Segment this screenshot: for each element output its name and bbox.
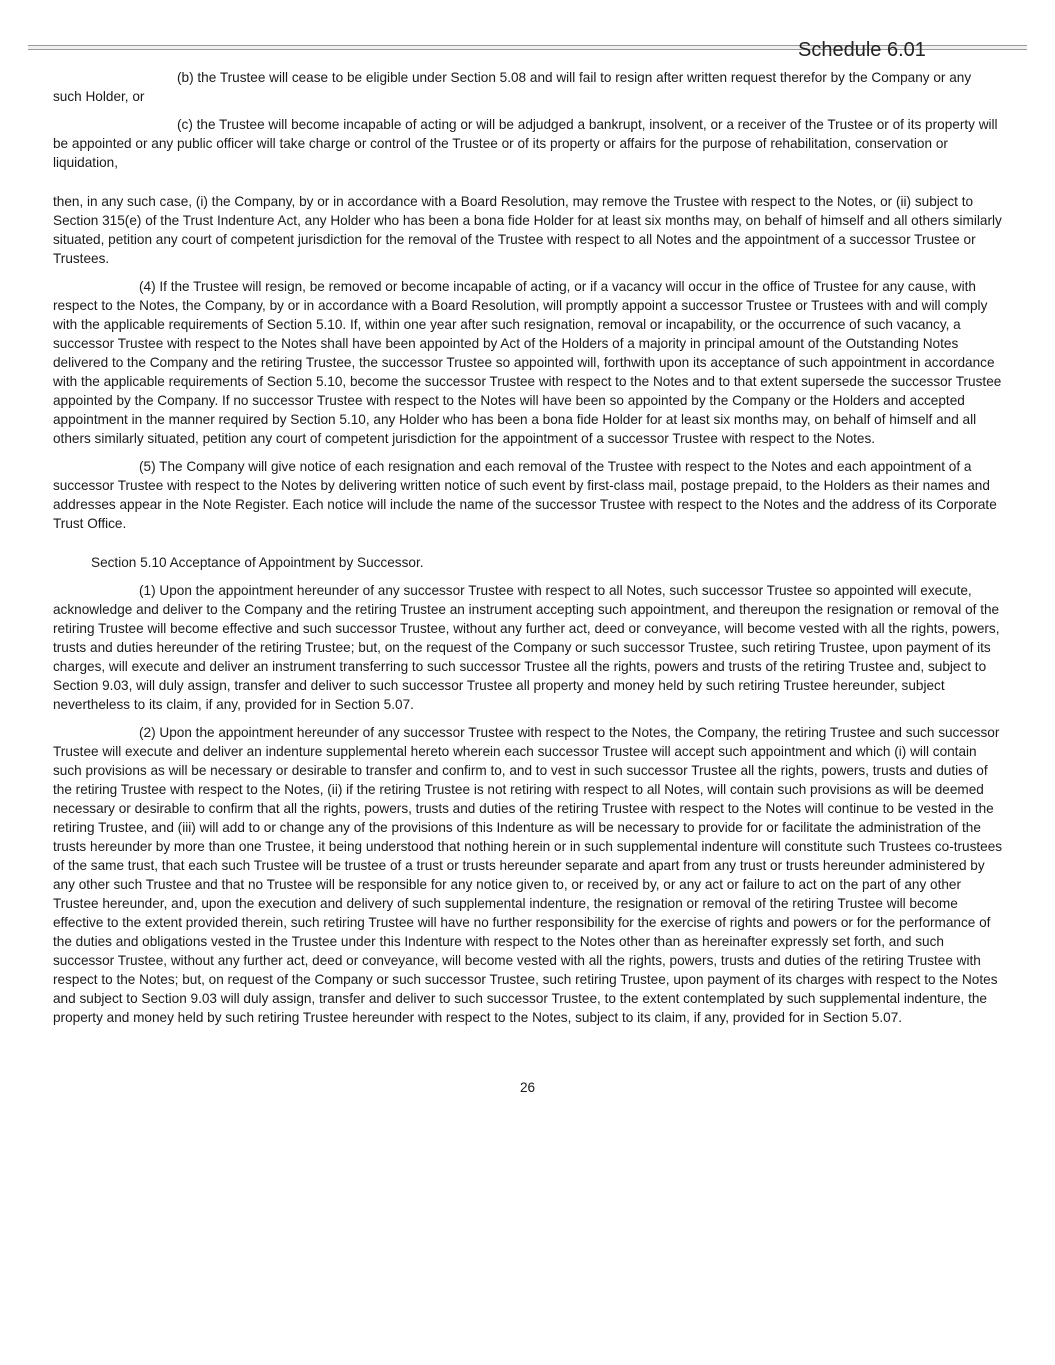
paragraph-c: (c) the Trustee will become incapable of acting or will be adjudged a bankrupt, insolvent, or a receiver of the Trustee or of its property will be appointed or any public officer will take charge or control of the Trustee or of its property or affairs for the purpose of rehabilitation, conservation or liquidation, <box>53 117 998 170</box>
document-body <box>53 68 1003 1036</box>
page-number: 26 <box>519 1080 536 1095</box>
paragraph-5: (5) The Company will give notice of each resignation and each removal of the Trustee with respect to the Notes and each appointment of a successor Trustee with respect to the Notes by delivering written notice of such event by first-class mail, postage prepaid, to the Holders as their names and addresses appear in the Note Register. Each notice will include the name of the successor Trustee with respect to the Notes and the address of its Corporate Trust Office. <box>53 459 997 531</box>
paragraph-section-1: (1) Upon the appointment hereunder of any successor Trustee with respect to all Notes, such successor Trustee so appointed will execute, acknowledge and deliver to the Company and the retiring Trustee an instrument accepting such appointment, and thereupon the resignation or removal of the retiring Trustee will become effective and such successor Trustee, without any further act, deed or conveyance, will become vested with all the rights, powers, trusts and duties hereunder of the retiring Trustee; but, on the request of the Company or such successor Trustee, such retiring Trustee, upon payment of its charges, will execute and deliver an instrument transferring to such successor Trustee all the rights, powers and trusts of the retiring Trustee and, subject to Section 9.03, will duly assign, transfer and deliver to such successor Trustee all property and money held by such retiring Trustee hereunder, subject nevertheless to its claim, if any, provided for in Section 5.07. <box>53 583 1000 712</box>
paragraph-section-2: (2) Upon the appointment hereunder of any successor Trustee with respect to the Notes, the Company, the retiring Trustee and such successor Trustee will execute and deliver an indenture supplemental hereto wherein each successor Trustee will accept such appointment and which (i) will contain such provisions as will be necessary or desirable to transfer and confirm to, and to vest in such successor Trustee all the rights, powers, trusts and duties of the retiring Trustee with respect to the Notes, (ii) if the retiring Trustee is not retiring with respect to all Notes, will contain such provisions as will be deemed necessary or desirable to confirm that all the rights, powers, trusts and duties of the retiring Trustee with respect to the Notes will continue to be vested in the retiring Trustee, and (iii) will add to or change any of the provisions of this Indenture as will be necessary to provide for or facilitate the administration of the trusts hereunder by more than one Trustee, it being understood that nothing herein or in such supplemental indenture will constitute such Trustees co-trustees of the same trust, that each such Trustee will be trustee of a trust or trusts hereunder separate and apart from any trust or trusts hereunder administered by any other such Trustee and that no Trustee will be responsible for any notice given to, or received by, or any act or failure to act on the part of any other Trustee hereunder, and, upon the execution and delivery of such supplemental indenture, the resignation or removal of the retiring Trustee will become effective to the extent provided therein, such retiring Trustee will have no further responsibility for the exercise of rights and powers or for the performance of the duties and obligations vested in the Trustee under this Indenture with respect to the Notes other than as hereinafter expressly set forth, and such successor Trustee, without any further act, deed or conveyance, will become vested with all the rights, powers, trusts and duties of the retiring Trustee with respect to the Notes; but, on request of the Company or such successor Trustee, such retiring Trustee, upon payment of its charges with respect to the Notes and subject to Section 9.03 will duly assign, transfer and deliver to such successor Trustee, to the extent contemplated by such supplemental indenture, the property and money held by such retiring Trustee hereunder with respect to the Notes, subject to its claim, if any, provided for in Section 5.07. <box>53 725 1003 1025</box>
paragraph-4: (4) If the Trustee will resign, be removed or become incapable of acting, or if a vacancy will occur in the office of Trustee for any cause, with respect to the Notes, the Company, by or in accordance with a Board Resolution, will promptly appoint a successor Trustee or Trustees with and will comply with the applicable requirements of Section 5.10. If, within one year after such resignation, removal or incapability, or the occurrence of such vacancy, a successor Trustee with respect to the Notes shall have been appointed by Act of the Holders of a majority in principal amount of the Outstanding Notes delivered to the Company and the retiring Trustee, the successor Trustee so appointed will, forthwith upon its acceptance of such appointment in accordance with the applicable requirements of Section 5.10, become the successor Trustee with respect to the Notes and to that extent supersede the successor Trustee appointed by the Company. If no successor Trustee with respect to the Notes will have been so appointed by the Company or the Holders and accepted appointment in the manner required by Section 5.10, any Holder who has been a bona fide Holder for at least six months may, on behalf of himself and all others similarly situated, petition any court of competent jurisdiction for the appointment of a successor Trustee with respect to the Notes. <box>53 279 1002 446</box>
schedule-label: Schedule 6.01 <box>798 39 926 61</box>
section-heading: Section 5.10 Acceptance of Appointment by Successor. <box>91 555 424 570</box>
paragraph-then: then, in any such case, (i) the Company, by or in accordance with a Board Resolution, may remove the Trustee with respect to the Notes, or (ii) subject to Section 315(e) of the Trust Indenture Act, any Holder who has been a bona fide Holder for at least six months may, on behalf of himself and all others similarly situated, petition any court of competent jurisdiction for the removal of the Trustee with respect to all Notes and the appointment of a successor Trustee or Trustees. <box>53 194 1002 266</box>
paragraph-b: (b) the Trustee will cease to be eligible under Section 5.08 and will fail to resign after written request therefor by the Company or any such Holder, or <box>53 70 972 104</box>
